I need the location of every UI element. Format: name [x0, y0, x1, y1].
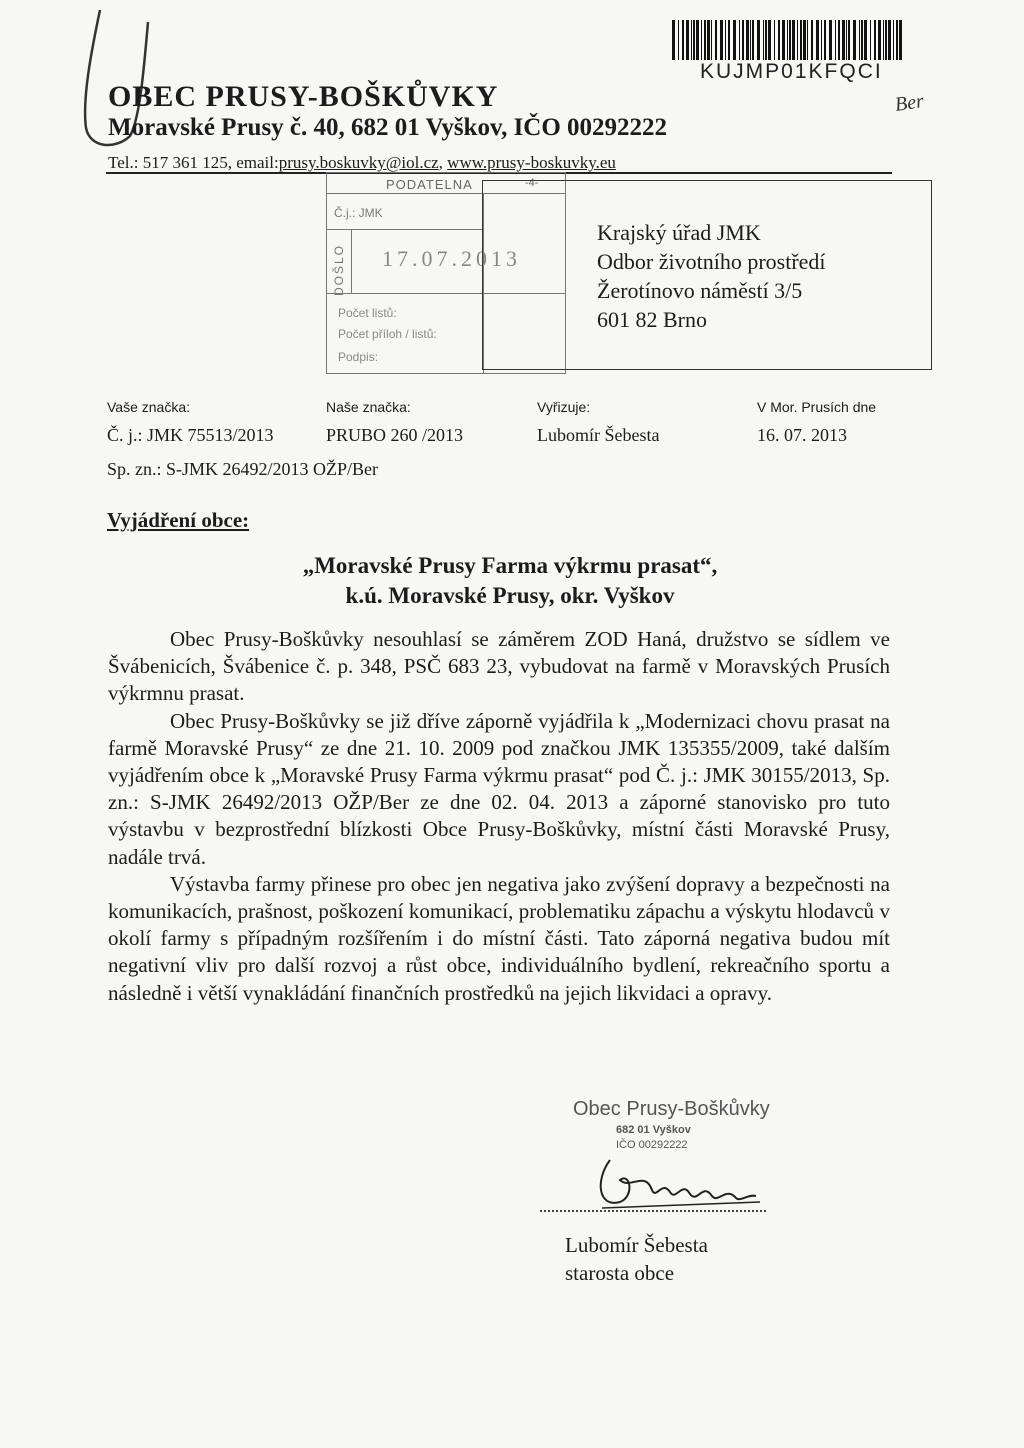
handled-by-value: Lubomír Šebesta — [537, 425, 660, 445]
recipient-line: Žerotínovo náměstí 3/5 — [597, 278, 803, 303]
barcode-bar — [800, 20, 802, 60]
barcode-bar — [878, 20, 881, 60]
barcode-bar — [859, 20, 860, 60]
barcode-bar — [816, 20, 819, 60]
barcode-bar — [768, 20, 771, 60]
barcode-bar — [848, 20, 850, 60]
body-paragraph: Výstavba farmy přinese pro obec jen negativa jako zvýšení dopravy a bezpečnosti na komunikacích, prašnost, poškození komunikací, problematiku zápachu a výskytu hlodavců v okolí farmy s případným rozšířením i do místní části. Tato záporná negativa budou mít negativní vliv pro další rozvoj a růst obce, individuálního bydlení, rekreačního sportu a následně i větší vynakládání finančních prostředků na jejich likvidaci a opravy. — [108, 871, 890, 1005]
barcode-bar — [701, 20, 702, 60]
barcode-bar — [835, 20, 836, 60]
barcode-bar — [782, 20, 785, 60]
stamp-received-date: 17.07.2013 — [382, 246, 521, 271]
our-ref-label: Naše značka: — [326, 399, 411, 415]
barcode-bar — [742, 20, 744, 60]
your-ref-value: Č. j.: JMK 75513/2013 — [107, 425, 274, 445]
barcode-bar — [893, 20, 894, 60]
barcode-bar — [883, 20, 884, 60]
barcode-bar — [846, 20, 847, 60]
barcode-bar — [774, 20, 775, 60]
file-reference: Sp. zn.: S-JMK 26492/2013 OŽP/Ber — [107, 459, 379, 479]
signatory-role: starosta obce — [565, 1261, 675, 1285]
handwritten-signature — [590, 1150, 770, 1214]
barcode-bar — [789, 20, 791, 60]
barcode-bar — [746, 20, 749, 60]
barcode-bar — [704, 20, 706, 60]
stamp-pages-mark: -4- — [525, 177, 539, 189]
barcode-bar — [739, 20, 740, 60]
org-web-link[interactable]: www.prusy-boskuvky.eu — [447, 153, 616, 172]
barcode-bar — [752, 20, 754, 60]
barcode-bar — [803, 20, 806, 60]
barcode-bar — [733, 20, 736, 60]
barcode-bar — [765, 20, 767, 60]
barcode-bar — [870, 20, 871, 60]
stamp-attachment-count-label: Počet příloh / listů: — [338, 327, 437, 341]
barcode-bar — [763, 20, 764, 60]
barcode-bar — [896, 20, 898, 60]
stamp-signature-label: Podpis: — [338, 350, 379, 364]
handwritten-note: Ber — [893, 90, 926, 116]
barcode-bar — [720, 20, 723, 60]
barcode-bar — [864, 20, 867, 60]
barcode-bar — [686, 20, 689, 60]
barcode-bar — [807, 20, 808, 60]
barcode-bar — [715, 20, 717, 60]
barcode-bar — [678, 20, 679, 60]
org-contact: Tel.: 517 361 125, email:prusy.boskuvky@iol.cz, www.prusy-boskuvky.eu — [108, 153, 616, 172]
section-title: Vyjádření obce: — [107, 508, 250, 532]
subject-line: „Moravské Prusy Farma výkrmu prasat“, — [302, 553, 718, 578]
signature-stamp-ico: IČO 00292222 — [616, 1139, 688, 1151]
barcode-bar — [787, 20, 788, 60]
body-paragraph: Obec Prusy-Boškůvky nesouhlasí se záměrem ZOD Haná, družstvo se sídlem ve Švábenicích, Švábenice č. p. 348, PSČ 683 23, vybudovat na farmě v Moravských Prusích výkrmnu prasat. — [108, 627, 890, 706]
subject — [150, 551, 870, 611]
barcode-bar — [829, 20, 832, 60]
barcode-bar — [792, 20, 795, 60]
letter-body — [108, 626, 890, 1007]
barcode-bar — [811, 20, 813, 60]
recipient-line: Krajský úřad JMK — [597, 220, 761, 245]
org-address: Moravské Prusy č. 40, 682 01 Vyškov, IČO 00292222 — [108, 114, 668, 141]
place-date-value: 16. 07. 2013 — [757, 425, 847, 445]
barcode-bar — [693, 20, 695, 60]
barcode-bar — [797, 20, 798, 60]
barcode-bar — [821, 20, 822, 60]
body-paragraph: Obec Prusy-Boškůvky se již dříve záporně vyjádřila k „Modernizaci chovu prasat na farmě Moravské Prusy“ ze dne 21. 10. 2009 pod značkou JMK 135355/2009, také dalším vyjádřením obce k „Moravské Prusy Farma výkrmu prasat“ pod Č. j.: JMK 30155/2013, Sp. zn.: S-JMK 26492/2013 OŽP/Ber ze dne 02. 04. 2013 a záporné stanovisko pro tuto výstavbu v bezprostřední blízkosti Obce Prusy-Boškůvky, místní části Moravské Prusy, nadále trvá. — [108, 708, 890, 869]
signature-stamp-org: Obec Prusy-Boškůvky — [573, 1098, 770, 1120]
signatory — [565, 1231, 708, 1287]
recipient-line: 601 82 Brno — [597, 307, 707, 332]
org-name: OBEC PRUSY-BOŠKŮVKY — [108, 80, 499, 113]
barcode-bar — [888, 20, 891, 60]
handled-by-label: Vyřizuje: — [537, 399, 591, 415]
stamp-page-count-label: Počet listů: — [338, 306, 397, 320]
barcode-text: KUJMP01KFQCI — [700, 60, 883, 83]
barcode-bar — [691, 20, 692, 60]
our-ref-value: PRUBO 260 /2013 — [326, 425, 464, 445]
org-email-link[interactable]: prusy.boskuvky@iol.cz — [278, 153, 439, 172]
barcode-bar — [750, 20, 751, 60]
barcode-bar — [874, 20, 876, 60]
barcode-bar — [778, 20, 780, 60]
signature-stamp-address: 682 01 Vyškov — [616, 1124, 691, 1136]
signature-line — [540, 1210, 766, 1212]
barcode-bar — [757, 20, 760, 60]
barcode — [672, 20, 904, 60]
barcode-bar — [885, 20, 887, 60]
barcode-bar — [696, 20, 699, 60]
org-phone: Tel.: 517 361 125, email: — [108, 153, 279, 172]
barcode-bar — [838, 20, 840, 60]
your-ref-label: Vaše značka: — [107, 399, 191, 415]
barcode-bar — [682, 20, 684, 60]
barcode-bar — [824, 20, 826, 60]
subject-line: k.ú. Moravské Prusy, okr. Vyškov — [345, 583, 675, 608]
barcode-bar — [672, 20, 675, 60]
recipient-line: Odbor životního prostředí — [597, 249, 826, 274]
barcode-bar — [707, 20, 710, 60]
recipient-address — [597, 218, 826, 334]
signatory-name: Lubomír Šebesta — [565, 1233, 708, 1257]
barcode-bar — [842, 20, 845, 60]
stamp-title: PODATELNA — [386, 177, 473, 192]
barcode-bar — [899, 20, 902, 60]
barcode-bar — [728, 20, 730, 60]
stamp-ref-label: Č.j.: JMK — [334, 206, 383, 220]
place-date-label: V Mor. Prusích dne — [757, 399, 877, 415]
barcode-bar — [861, 20, 863, 60]
barcode-bar — [711, 20, 712, 60]
stamp-received-label: DOŠLO — [332, 243, 346, 296]
barcode-bar — [853, 20, 856, 60]
barcode-bar — [725, 20, 726, 60]
